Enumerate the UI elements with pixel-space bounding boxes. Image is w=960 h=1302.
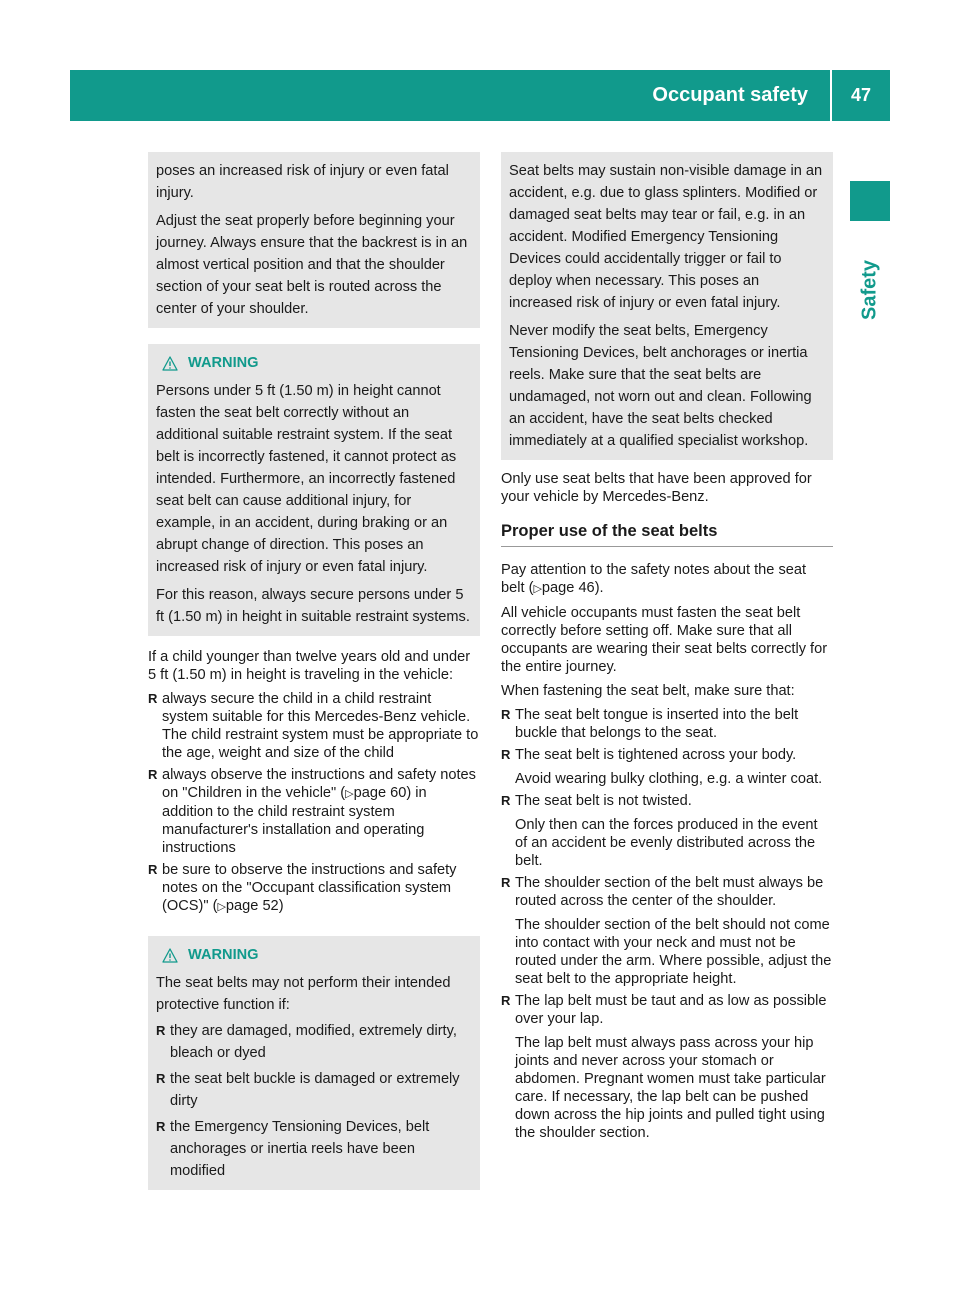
safety-note-box <box>501 152 833 460</box>
warning-triangle-icon <box>162 948 178 963</box>
box-paragraph: Never modify the seat belts, Emergency Tensioning Devices, belt anchorages or inertia reels. Make sure that the seat belts are undamaged, not worn out and clean. Following an accident, have the seat belts checked immediately at a qualified specialist workshop. <box>509 323 812 449</box>
list-item: R the seat belt buckle is damaged or extremely dirty <box>156 1068 472 1112</box>
list-item: R The shoulder section of the belt must always be routed across the center of the shoulder. The shoulder section of the belt should not come into contact with your neck and must not be routed under the arm. Where possible, adjust the seat belt to the appropriate height. <box>501 875 832 987</box>
warning-paragraph: For this reason, always secure persons under 5 ft (1.50 m) in height in suitable restraint systems. <box>156 587 470 625</box>
bullet-icon: R <box>501 875 511 890</box>
page-reference-link[interactable]: page 46 <box>541 580 595 596</box>
pointer-icon: ▷ <box>345 788 354 800</box>
section-heading: Proper use of the seat belts <box>501 522 833 547</box>
bullet-icon: R <box>148 691 158 706</box>
pointer-icon: ▷ <box>217 901 226 913</box>
left-column <box>148 152 480 1190</box>
list-item: R The seat belt is not twisted. Only then can the forces produced in the event of an accident be evenly distributed across the belt. <box>501 793 818 869</box>
attention-paragraph: Pay attention to the safety notes about the seat belt (▷page 46). <box>501 562 807 596</box>
fastening-intro: When fastening the seat belt, make sure that: <box>501 683 795 699</box>
fastening-checklist <box>501 706 833 1142</box>
bullet-icon: R <box>148 767 158 782</box>
section-tab-marker <box>850 181 890 221</box>
bullet-icon: R <box>501 993 511 1008</box>
box-paragraph: poses an increased risk of injury or even fatal injury. <box>156 163 449 201</box>
chapter-title: Occupant safety <box>652 84 808 106</box>
child-intro: If a child younger than twelve years old and under 5 ft (1.50 m) in height is traveling in the vehicle: <box>148 649 471 683</box>
bullet-icon: R <box>156 1023 166 1038</box>
warning-box <box>148 936 480 1190</box>
bullet-icon: R <box>501 747 511 762</box>
child-list <box>148 690 480 916</box>
bullet-icon: R <box>156 1119 166 1134</box>
page-reference-link[interactable]: page 60 <box>353 785 407 801</box>
warning-list <box>156 1020 472 1182</box>
box-paragraph: Adjust the seat properly before beginning your journey. Always ensure that the backrest is in an almost vertical position and that the shoulder section of your seat belt is routed across the center of your shoulder. <box>156 213 468 317</box>
list-item: R be sure to observe the instructions and safety notes on the "Occupant classification system (OCS)" (▷page 52) <box>148 862 457 914</box>
list-item: R the Emergency Tensioning Devices, belt anchorages or inertia reels have been modified <box>156 1116 472 1182</box>
warning-box <box>148 344 480 636</box>
list-item: R The lap belt must be taut and as low as possible over your lap. The lap belt must always pass across your hip joints and never across your stomach or abdomen. Pregnant women must take particular care. If necessary, the lap belt can be pushed down across the hip joints and pulled tight using the shoulder section. <box>501 993 827 1141</box>
box-paragraph: Seat belts may sustain non-visible damage in an accident, e.g. due to glass splinters. Modified or damaged seat belts may tear or fail, e.g. in an accident. Modified Emergency Tensioning Devices could accidentally trigger or fail to deploy when necessary. This poses an increased risk of injury or even fatal injury. <box>509 163 823 311</box>
list-item: R they are damaged, modified, extremely dirty, bleach or dyed <box>156 1020 472 1064</box>
all-occupants-paragraph: All vehicle occupants must fasten the seat belt correctly before setting off. Make sure that all occupants are wearing their seat belts correctly for the entire journey. <box>501 605 828 675</box>
warning-paragraph: The seat belts may not perform their intended protective function if: <box>156 975 451 1013</box>
page-number: 47 <box>850 85 872 105</box>
approved-belts-note: Only use seat belts that have been approved for your vehicle by Mercedes-Benz. <box>501 471 812 505</box>
pointer-icon: ▷ <box>533 583 542 595</box>
warning-heading <box>156 352 472 374</box>
page-reference-link[interactable]: page 52 <box>225 898 279 914</box>
section-tab-text: Safety <box>858 259 881 321</box>
list-item: R always secure the child in a child restraint system suitable for this Mercedes-Benz vehicle. The child restraint system must be appropriate to the age, weight and size of the child <box>148 691 479 761</box>
warning-heading <box>156 944 472 966</box>
warning-triangle-icon <box>162 356 178 371</box>
bullet-icon: R <box>501 793 511 808</box>
warning-label: WARNING <box>188 355 259 371</box>
bullet-icon: R <box>156 1071 166 1086</box>
page-header <box>70 70 890 121</box>
section-tab-label <box>849 240 891 340</box>
list-item: R The seat belt is tightened across your body. Avoid wearing bulky clothing, e.g. a winter coat. <box>501 747 823 787</box>
list-item: R always observe the instructions and safety notes on "Children in the vehicle" (▷page 60) in addition to the child restraint system manufacturer's installation and operating instructions <box>148 767 476 856</box>
bullet-icon: R <box>148 862 158 877</box>
right-column <box>501 152 833 1146</box>
list-item: R The seat belt tongue is inserted into the belt buckle that belongs to the seat. <box>501 707 799 741</box>
warning-label: WARNING <box>188 947 259 963</box>
warning-paragraph: Persons under 5 ft (1.50 m) in height cannot fasten the seat belt correctly without an additional suitable restraint system. If the seat belt is incorrectly fastened, it cannot protect as intended. Furthermore, an incorrectly fastened seat belt can cause additional injury, for example, in an accident, during braking or an abrupt change of direction. This poses an increased risk of injury or even fatal injury. <box>156 383 457 575</box>
safety-note-box <box>148 152 480 328</box>
bullet-icon: R <box>501 707 511 722</box>
